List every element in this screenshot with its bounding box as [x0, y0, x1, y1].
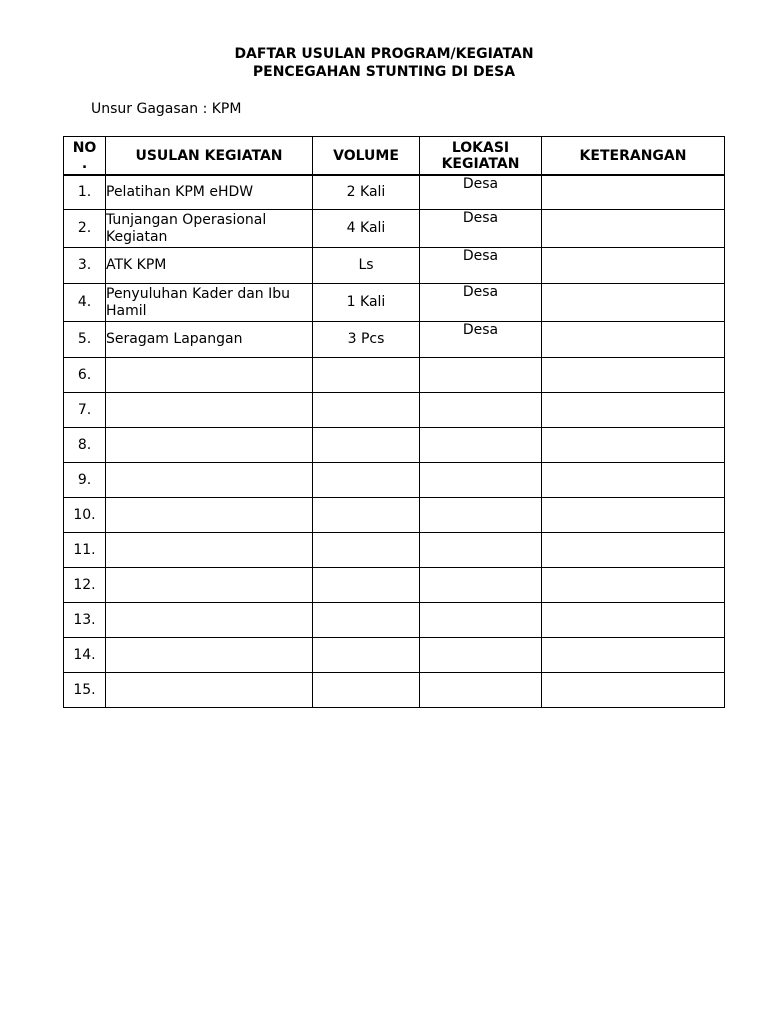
location-cell — [420, 498, 542, 533]
proposer-label: Unsur Gagasan : KPM — [91, 101, 242, 117]
activity-cell — [106, 393, 313, 428]
table-row — [64, 210, 725, 248]
note-cell — [542, 568, 725, 603]
table-row — [64, 638, 725, 673]
location-text: Desa — [462, 176, 499, 192]
location-cell — [420, 175, 542, 210]
activity-cell: Penyuluhan Kader dan Ibu Hamil — [106, 284, 313, 322]
location-cell — [420, 210, 542, 248]
note-cell — [542, 673, 725, 708]
location-cell — [420, 568, 542, 603]
location-cell — [420, 322, 542, 358]
note-cell — [542, 322, 725, 358]
note-cell — [542, 463, 725, 498]
volume-cell — [313, 428, 420, 463]
location-cell — [420, 603, 542, 638]
row-number-cell: 2. — [64, 210, 106, 248]
volume-cell: 4 Kali — [313, 210, 420, 248]
volume-cell — [313, 638, 420, 673]
row-number-cell: 14. — [64, 638, 106, 673]
row-number-cell: 12. — [64, 568, 106, 603]
table-row — [64, 533, 725, 568]
volume-cell — [313, 393, 420, 428]
table-row — [64, 463, 725, 498]
header-note: KETERANGAN — [542, 137, 725, 176]
row-number-cell: 15. — [64, 673, 106, 708]
row-number-cell: 8. — [64, 428, 106, 463]
volume-cell — [313, 463, 420, 498]
activity-cell — [106, 568, 313, 603]
location-text: Desa — [462, 248, 499, 264]
table-row — [64, 322, 725, 358]
activity-cell — [106, 463, 313, 498]
table-row — [64, 428, 725, 463]
row-number-cell: 1. — [64, 175, 106, 210]
table-header-row — [64, 137, 725, 176]
header-no: NO . — [64, 137, 106, 176]
note-cell — [542, 358, 725, 393]
row-number-cell: 7. — [64, 393, 106, 428]
activity-cell — [106, 673, 313, 708]
table-row — [64, 248, 725, 284]
row-number-cell: 10. — [64, 498, 106, 533]
activity-cell — [106, 498, 313, 533]
header-activity: USULAN KEGIATAN — [106, 137, 313, 176]
activity-cell — [106, 533, 313, 568]
note-cell — [542, 603, 725, 638]
location-cell — [420, 463, 542, 498]
row-number-cell: 6. — [64, 358, 106, 393]
location-text: Desa — [462, 284, 499, 300]
note-cell — [542, 248, 725, 284]
row-number-cell: 5. — [64, 322, 106, 358]
location-text: Desa — [462, 322, 499, 338]
table-row — [64, 175, 725, 210]
volume-cell — [313, 358, 420, 393]
volume-cell: 1 Kali — [313, 284, 420, 322]
volume-cell — [313, 603, 420, 638]
table-row — [64, 603, 725, 638]
volume-cell: 2 Kali — [313, 175, 420, 210]
location-cell — [420, 533, 542, 568]
note-cell — [542, 393, 725, 428]
volume-cell: 3 Pcs — [313, 322, 420, 358]
location-cell — [420, 248, 542, 284]
activity-cell — [106, 638, 313, 673]
activity-cell: Pelatihan KPM eHDW — [106, 175, 313, 210]
table-row — [64, 358, 725, 393]
location-cell — [420, 358, 542, 393]
table-body — [64, 175, 725, 708]
activity-cell — [106, 428, 313, 463]
document-title-line1: DAFTAR USULAN PROGRAM/KEGIATAN — [234, 46, 534, 62]
volume-cell: Ls — [313, 248, 420, 284]
volume-cell — [313, 498, 420, 533]
note-cell — [542, 498, 725, 533]
table-row — [64, 498, 725, 533]
header-location: LOKASI KEGIATAN — [420, 137, 542, 176]
row-number-cell: 13. — [64, 603, 106, 638]
note-cell — [542, 175, 725, 210]
note-cell — [542, 428, 725, 463]
proposal-table — [63, 136, 725, 708]
header-volume: VOLUME — [313, 137, 420, 176]
location-cell — [420, 428, 542, 463]
table-row — [64, 568, 725, 603]
volume-cell — [313, 568, 420, 603]
note-cell — [542, 284, 725, 322]
row-number-cell: 4. — [64, 284, 106, 322]
table-row — [64, 393, 725, 428]
activity-cell: Seragam Lapangan — [106, 322, 313, 358]
row-number-cell: 3. — [64, 248, 106, 284]
location-cell — [420, 638, 542, 673]
location-text: Desa — [462, 210, 499, 226]
volume-cell — [313, 673, 420, 708]
activity-cell — [106, 358, 313, 393]
location-cell — [420, 284, 542, 322]
activity-cell — [106, 603, 313, 638]
document-title-line2: PENCEGAHAN STUNTING DI DESA — [252, 64, 516, 80]
row-number-cell: 9. — [64, 463, 106, 498]
note-cell — [542, 210, 725, 248]
table-row — [64, 673, 725, 708]
note-cell — [542, 638, 725, 673]
note-cell — [542, 533, 725, 568]
location-cell — [420, 393, 542, 428]
row-number-cell: 11. — [64, 533, 106, 568]
volume-cell — [313, 533, 420, 568]
location-cell — [420, 673, 542, 708]
activity-cell: Tunjangan Operasional Kegiatan — [106, 210, 313, 248]
table-row — [64, 284, 725, 322]
activity-cell: ATK KPM — [106, 248, 313, 284]
